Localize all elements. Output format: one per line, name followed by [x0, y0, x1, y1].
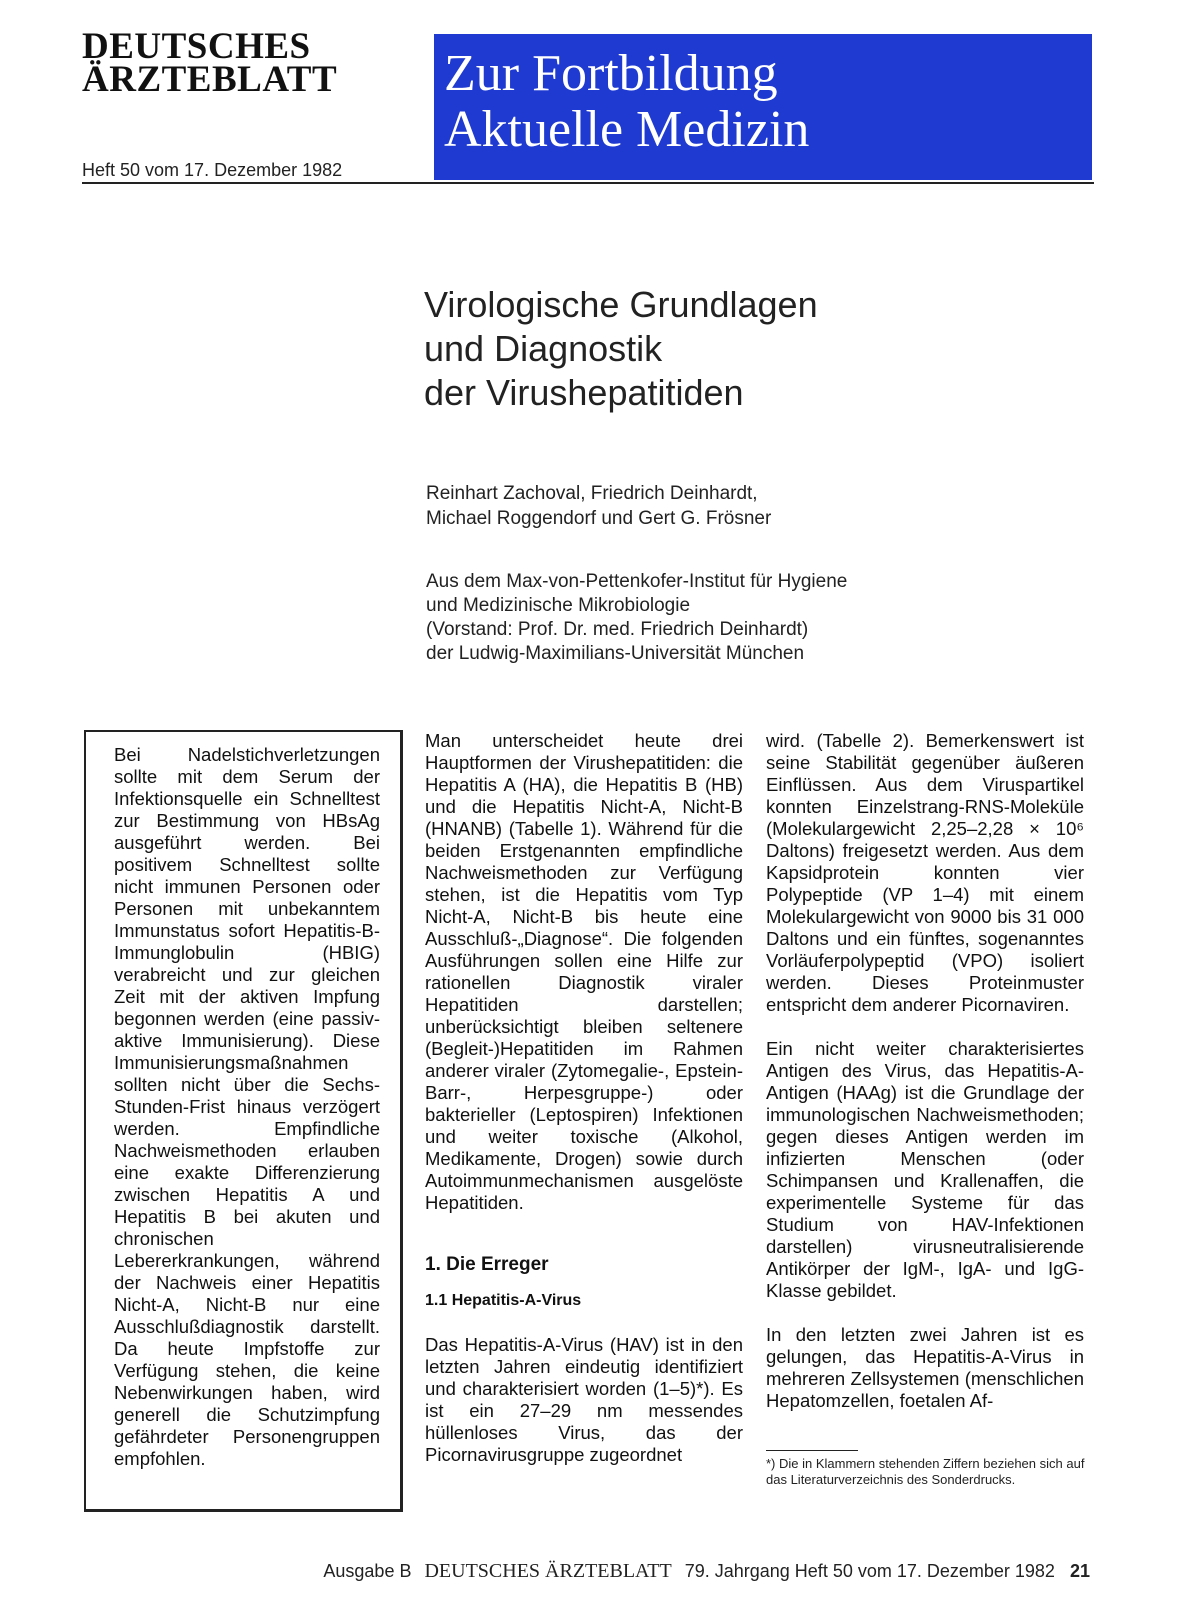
article-authors: [426, 481, 1046, 531]
title-line-3: der Virushepatitiden: [424, 372, 744, 413]
paragraph-antigen: Ein nicht weiter charakterisiertes Antigen des Virus, das Hepatitis-A-Antigen (HAAg) ist die Grundlage der immunologischen Nachweismethoden; gegen dieses Antigen werden im infizierten Menschen (oder Schimpansen und Krallenaffen, die experimentelle Systeme für das Studium von HAV-Infektionen darstellen) virusneutralisierende Antikörper der IgM-, IgA- und IgG-Klasse gebildet.: [766, 1038, 1084, 1301]
article-title: [424, 283, 1024, 415]
journal-masthead: [82, 26, 412, 100]
section-banner: [434, 34, 1092, 180]
affiliation-line-2: und Medizinische Mikrobiologie: [426, 595, 691, 616]
masthead-line-1: DEUTSCHES: [82, 26, 311, 67]
subsection-heading: 1.1 Hepatitis-A-Virus: [425, 1292, 582, 1309]
masthead-line-2: ÄRZTEBLATT: [82, 59, 338, 100]
footer-issue: 79. Jahrgang Heft 50 vom 17. Dezember 1982: [684, 1561, 1055, 1581]
title-line-1: Virologische Grundlagen: [424, 284, 818, 325]
authors-line-1: Reinhart Zachoval, Friedrich Deinhardt,: [426, 483, 758, 504]
issue-date: Heft 50 vom 17. Dezember 1982: [82, 160, 343, 180]
summary-text: Bei Nadelstichverletzungen sollte mit dem Serum der Infektionsquelle ein Schnelltest zur Bestimmung von HBsAg ausgeführt werden. Bei positivem Schnelltest sollte nicht immunen Personen oder Personen mit unbekanntem Immunstatus sofort Hepatitis-B-Immunglobulin (HBIG) verabreicht und zur gleichen Zeit mit der aktiven Impfung begonnen werden (eine passiv-aktive Immunisierung). Diese Immunisierungsmaßnahmen sollten nicht über die Sechs-Stunden-Frist hinaus verzögert werden. Empfindliche Nachweismethoden erlauben eine exakte Differenzierung zwischen Hepatitis A und Hepatitis B bei akuten und chronischen Lebererkrankungen, während der Nachweis einer Hepatitis Nicht-A, Nicht-B nur eine Ausschlußdiagnostik darstellt. Da heute Impfstoffe zur Verfügung stehen, die keine Nebenwirkungen haben, wird generell die Schutzimpfung gefährdeter Personengruppen empfohlen.: [114, 744, 380, 1469]
summary-box: [84, 730, 403, 1512]
hav-paragraph: Das Hepatitis-A-Virus (HAV) ist in den letzten Jahren eindeutig identifiziert und charakterisiert worden (1–5)*). Es ist ein 27–29 nm messendes hüllenloses Virus, das der Picornavirusgruppe zugeordnet: [425, 1334, 743, 1465]
text-column-3: [766, 730, 1084, 1412]
affiliation-line-1: Aus dem Max-von-Pettenkofer-Institut für Hygiene: [426, 571, 848, 592]
footer-journal: DEUTSCHES ÄRZTEBLATT: [424, 1560, 672, 1582]
paragraph-cultivation: In den letzten zwei Jahren ist es gelungen, das Hepatitis-A-Virus in mehreren Zellsystemen (menschlichen Hepatomzellen, foetalen Af-: [766, 1324, 1084, 1411]
title-line-2: und Diagnostik: [424, 328, 663, 369]
banner-line-1: Zur Fortbildung: [444, 45, 778, 102]
affiliation-line-4: der Ludwig-Maximilians-Universität München: [426, 643, 805, 664]
page-footer: [0, 1560, 1090, 1583]
banner-line-2: Aktuelle Medizin: [444, 101, 810, 158]
intro-paragraph: Man unterscheidet heute drei Hauptformen der Virushepatitiden: die Hepatitis A (HA), die Hepatitis B (HB) und die Hepatitis Nicht-A, Nicht-B (HNANB) (Tabelle 1). Während für die beiden Erstgenannten empfindliche Nachweismethoden zur Verfügung stehen, ist die Hepatitis vom Typ Nicht-A, Nicht-B bis heute eine Ausschluß-„Diagnose“. Die folgenden Ausführungen sollen eine Hilfe zur rationellen Diagnostik viraler Hepatitiden darstellen; unberücksichtigt bleiben seltenere (Begleit-)Hepatitiden im Rahmen anderer viraler (Zytomegalie-, Epstein-Barr-, Herpesgruppe-) oder bakterieller (Leptospiren) Infektionen und weiter toxische (Alkohol, Medikamente, Drogen) sowie durch Autoimmunmechanismen ausgelöste Hepatitiden.: [425, 730, 743, 1213]
footnote: *) Die in Klammern stehenden Ziffern beziehen sich auf das Literaturverzeichnis des Sonderdrucks.: [766, 1456, 1085, 1487]
footer-edition: Ausgabe B: [323, 1561, 412, 1581]
section-heading: 1. Die Erreger: [425, 1254, 549, 1275]
article-affiliation: [426, 570, 1046, 666]
affiliation-line-3: (Vorstand: Prof. Dr. med. Friedrich Deinhardt): [426, 619, 809, 640]
paragraph-structure: wird. (Tabelle 2). Bemerkenswert ist seine Stabilität gegenüber äußeren Einflüssen. Aus dem Viruspartikel konnten Einzelstrang-RNS-Moleküle (Molekulargewicht 2,25–2,28 × 10⁶ Daltons) freigesetzt werden. Aus dem Kapsidprotein konnten vier Polypeptide (VP 1–4) mit einem Molekulargewicht von 9000 bis 31 000 Daltons und ein fünftes, sogenanntes Vorläuferpolypeptid (VPO) isoliert werden. Dieses Proteinmuster entspricht dem anderer Picornaviren.: [766, 730, 1084, 1015]
text-column-2: [425, 730, 743, 1466]
authors-line-2: Michael Roggendorf und Gert G. Frösner: [426, 508, 772, 529]
header-divider: [82, 182, 1094, 184]
page-number: 21: [1069, 1561, 1090, 1581]
footnote-divider: [766, 1450, 858, 1451]
